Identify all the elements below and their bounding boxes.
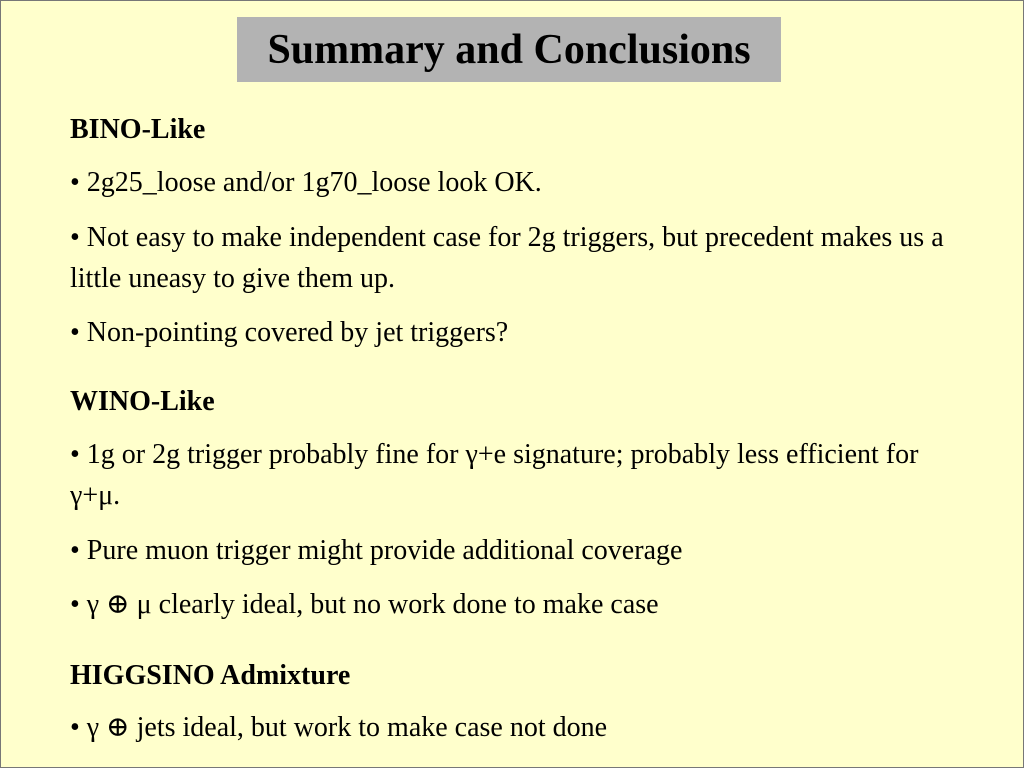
section-heading-bino: BINO-Like	[70, 114, 206, 145]
bullet-wino-1: • 1g or 2g trigger probably fine for γ+e signature; probably less efficient for γ+μ.	[70, 439, 919, 511]
section-heading-wino: WINO-Like	[70, 386, 215, 417]
bullet-wino-3: • γ ⊕ μ clearly ideal, but no work done to make case	[70, 589, 659, 620]
bullet-bino-2: • Not easy to make independent case for 2g triggers, but precedent makes us a little uneasy to give them up.	[70, 222, 944, 294]
bullet-bino-1: • 2g25_loose and/or 1g70_loose look OK.	[70, 167, 542, 198]
bullet-bino-3: • Non-pointing covered by jet triggers?	[70, 317, 509, 348]
bullet-wino-2: • Pure muon trigger might provide additional coverage	[70, 535, 683, 566]
section-heading-higgsino: HIGGSINO Admixture	[70, 660, 351, 691]
bullet-higgsino-1: • γ ⊕ jets ideal, but work to make case not done	[70, 712, 608, 743]
title-box	[237, 17, 781, 82]
slide-title: Summary and Conclusions	[267, 26, 751, 73]
